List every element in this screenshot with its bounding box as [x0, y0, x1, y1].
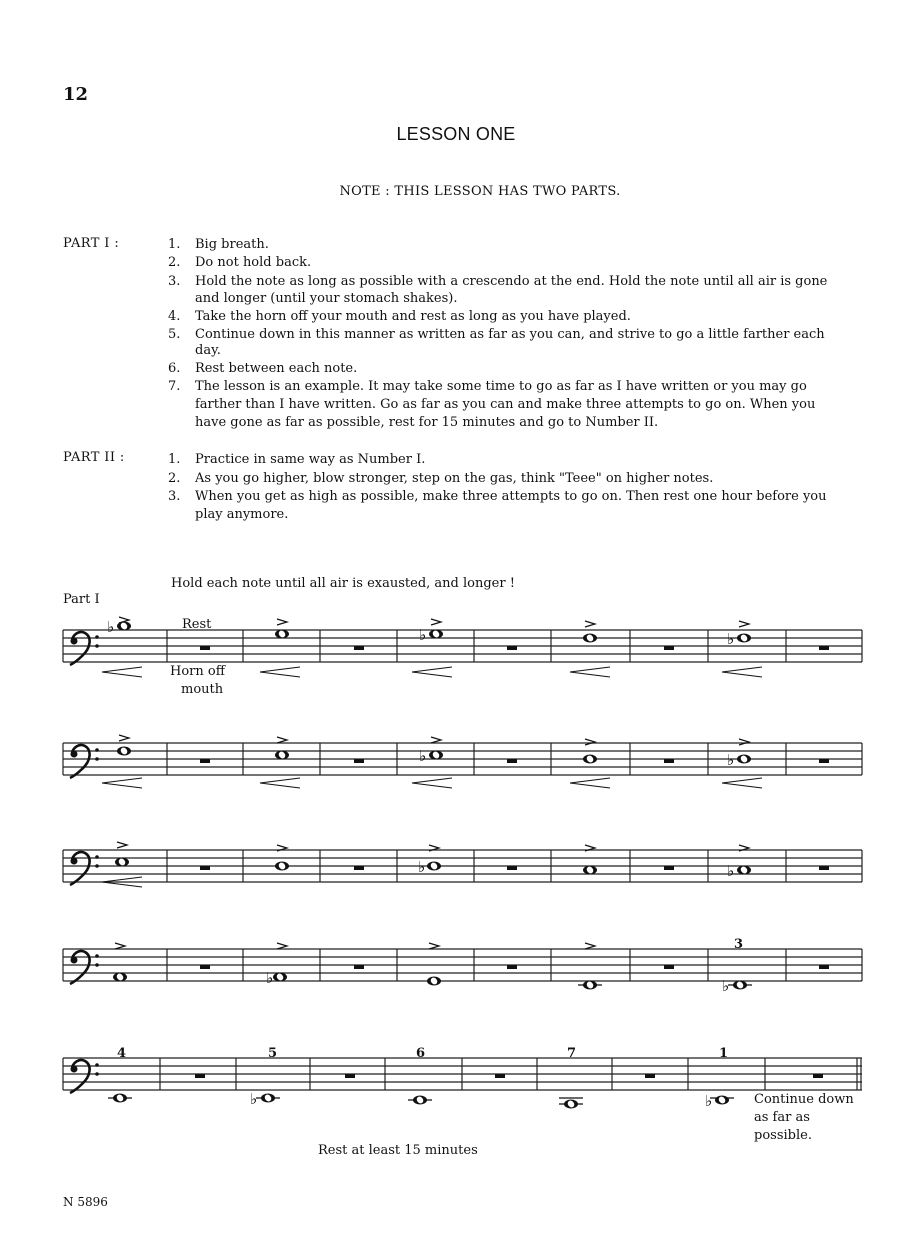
crescendo-icon — [102, 778, 142, 788]
whole-rest — [495, 1074, 505, 1078]
whole-note — [427, 976, 441, 985]
instruction-text: day. — [195, 343, 221, 358]
crescendo-icon — [412, 778, 452, 788]
attempt-number: 4 — [117, 1046, 127, 1061]
whole-rest — [819, 646, 829, 650]
instruction-text: have gone as far as possible, rest for 15 minutes and go to Number II. — [195, 415, 659, 430]
accent-icon — [277, 737, 287, 743]
attempt-number: 3 — [734, 937, 744, 952]
whole-rest — [507, 759, 517, 763]
whole-rest — [819, 866, 829, 870]
music-instruction: Hold each note until all air is exausted, and longer ! — [171, 576, 515, 591]
whole-note — [737, 633, 751, 642]
whole-rest — [645, 1074, 655, 1078]
instruction-text: Practice in same way as Number I. — [195, 452, 426, 467]
staff-line — [63, 1058, 862, 1090]
whole-rest — [507, 866, 517, 870]
whole-rest — [507, 646, 517, 650]
rest-fifteen-label: Rest at least 15 minutes — [318, 1143, 478, 1158]
whole-rest — [354, 646, 364, 650]
whole-rest — [345, 1074, 355, 1078]
whole-note — [261, 1093, 275, 1102]
flat-icon: ♭ — [250, 1090, 258, 1108]
flat-icon: ♭ — [727, 751, 735, 769]
whole-rest — [819, 965, 829, 969]
bass-clef-icon — [70, 745, 99, 778]
mouth-label: mouth — [181, 682, 224, 697]
whole-rest — [664, 866, 674, 870]
accent-icon — [277, 943, 287, 949]
instruction-text: The lesson is an example. It may take some time to go as far as I have written or you may go — [195, 379, 807, 394]
continue-label: Continue down — [754, 1092, 854, 1107]
attempt-number: 6 — [416, 1046, 426, 1061]
whole-note — [564, 1099, 578, 1108]
accent-icon — [119, 617, 129, 623]
crescendo-icon — [570, 667, 610, 677]
whole-rest — [664, 759, 674, 763]
catalog-number: N 5896 — [63, 1195, 108, 1209]
whole-rest — [354, 965, 364, 969]
lesson-note: NOTE : THIS LESSON HAS TWO PARTS. — [339, 184, 621, 199]
instruction-number: 3. — [168, 274, 181, 289]
flat-icon: ♭ — [266, 969, 274, 987]
whole-note — [715, 1095, 729, 1104]
whole-note — [583, 633, 597, 642]
attempt-number: 7 — [567, 1046, 577, 1061]
whole-rest — [195, 1074, 205, 1078]
whole-note — [583, 980, 597, 989]
crescendo-icon — [412, 667, 452, 677]
continue-label: possible. — [754, 1128, 812, 1143]
accent-icon — [431, 737, 441, 743]
whole-note — [427, 861, 441, 870]
accent-icon — [585, 739, 595, 745]
whole-note — [275, 861, 289, 870]
crescendo-icon — [722, 778, 762, 788]
part-two-label: PART II : — [63, 450, 125, 465]
horn-off-label: Horn off — [170, 664, 225, 679]
whole-note — [113, 1093, 127, 1102]
whole-rest — [507, 965, 517, 969]
instruction-number: 2. — [168, 255, 181, 270]
accent-icon — [585, 943, 595, 949]
part-one-label: PART I : — [63, 236, 120, 251]
instruction-number: 7. — [168, 379, 181, 394]
whole-rest — [354, 866, 364, 870]
whole-rest — [664, 965, 674, 969]
bass-clef-icon — [70, 632, 99, 665]
attempt-number: 5 — [268, 1046, 278, 1061]
instruction-number: 2. — [168, 471, 181, 486]
instruction-number: 3. — [168, 489, 181, 504]
whole-note — [737, 865, 751, 874]
flat-icon: ♭ — [419, 626, 427, 644]
lesson-title: LESSON ONE — [396, 124, 516, 144]
rest-label: Rest — [182, 617, 212, 632]
flat-icon: ♭ — [419, 747, 427, 765]
whole-rest — [200, 646, 210, 650]
whole-rest — [200, 965, 210, 969]
page-number: 12 — [63, 84, 89, 105]
whole-note — [583, 754, 597, 763]
bass-clef-icon — [70, 951, 99, 984]
instruction-text: Continue down in this manner as written as far as you can, and strive to go a little farther each — [195, 327, 825, 342]
instruction-text: farther than I have written. Go as far as you can and make three attempts to go on. When you — [195, 397, 816, 412]
crescendo-icon — [260, 667, 300, 677]
whole-note — [275, 750, 289, 759]
bass-clef-icon — [70, 1060, 99, 1093]
flat-icon: ♭ — [727, 630, 735, 648]
flat-icon: ♭ — [722, 977, 730, 995]
whole-note — [113, 972, 127, 981]
instruction-text: Take the horn off your mouth and rest as long as you have played. — [195, 309, 631, 324]
flat-icon: ♭ — [727, 862, 735, 880]
flat-icon: ♭ — [107, 618, 115, 636]
accent-icon — [585, 621, 595, 627]
crescendo-icon — [102, 667, 142, 677]
crescendo-icon — [260, 778, 300, 788]
accent-icon — [429, 943, 439, 949]
instruction-number: 1. — [168, 237, 181, 252]
instruction-text: As you go higher, blow stronger, step on the gas, think "Teee" on higher notes. — [195, 471, 714, 486]
whole-note — [275, 629, 289, 638]
whole-note — [413, 1095, 427, 1104]
instruction-text: Rest between each note. — [195, 361, 358, 376]
instruction-text: When you get as high as possible, make three attempts to go on. Then rest one hour before you — [195, 489, 827, 504]
whole-note — [273, 972, 287, 981]
accent-icon — [115, 943, 125, 949]
bass-clef-icon — [70, 852, 99, 885]
crescendo-icon — [722, 667, 762, 677]
instruction-number: 5. — [168, 327, 181, 342]
whole-note — [117, 746, 131, 755]
whole-note — [115, 857, 129, 866]
accent-icon — [739, 621, 749, 627]
accent-icon — [277, 619, 287, 625]
instruction-text: and longer (until your stomach shakes). — [195, 291, 458, 306]
instruction-text: Big breath. — [195, 237, 269, 252]
instruction-text: Hold the note as long as possible with a crescendo at the end. Hold the note until all air is gone — [195, 274, 828, 289]
whole-note — [429, 750, 443, 759]
whole-rest — [200, 759, 210, 763]
continue-label: as far as — [754, 1110, 810, 1125]
whole-rest — [354, 759, 364, 763]
attempt-number: 1 — [719, 1046, 729, 1061]
accent-icon — [119, 735, 129, 741]
whole-note — [583, 865, 597, 874]
accent-icon — [739, 739, 749, 745]
instruction-text: Do not hold back. — [195, 255, 312, 270]
instruction-number: 1. — [168, 452, 181, 467]
accent-icon — [431, 619, 441, 625]
whole-rest — [200, 866, 210, 870]
music-part-label: Part I — [63, 592, 100, 607]
whole-note — [429, 629, 443, 638]
instruction-number: 6. — [168, 361, 181, 376]
crescendo-icon — [570, 778, 610, 788]
staff-line — [63, 949, 862, 981]
whole-rest — [664, 646, 674, 650]
accent-icon — [117, 842, 127, 848]
whole-note — [737, 754, 751, 763]
whole-note — [733, 980, 747, 989]
flat-icon: ♭ — [705, 1092, 713, 1110]
whole-rest — [819, 759, 829, 763]
flat-icon: ♭ — [418, 858, 426, 876]
whole-rest — [813, 1074, 823, 1078]
instruction-text: play anymore. — [195, 507, 289, 522]
instruction-number: 4. — [168, 309, 181, 324]
